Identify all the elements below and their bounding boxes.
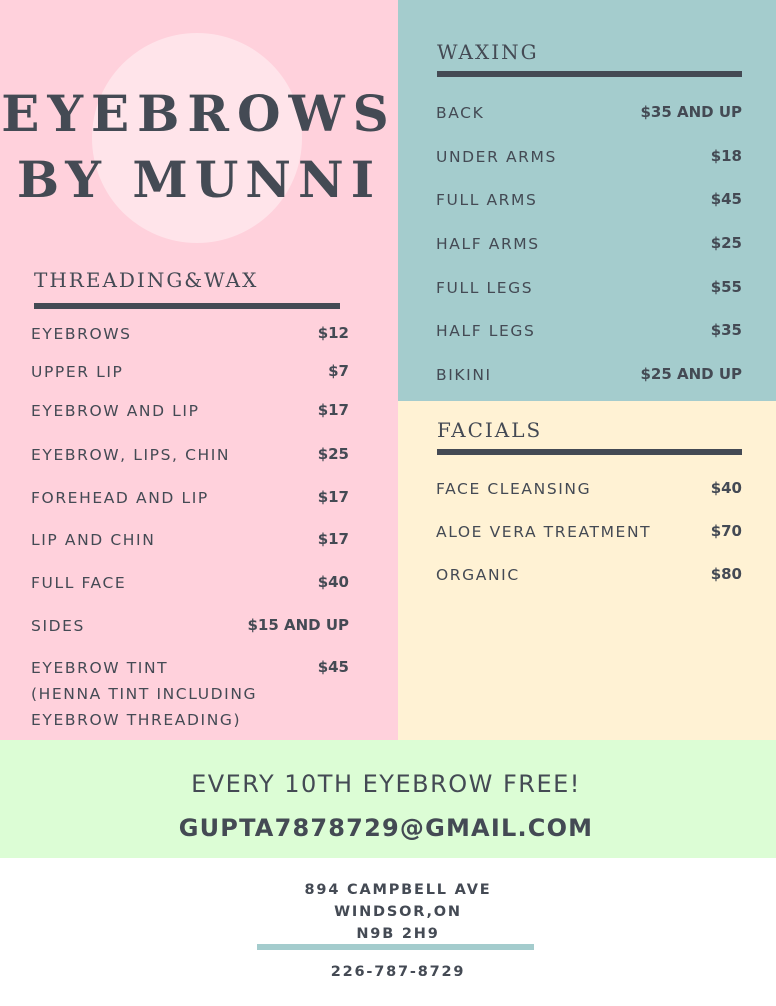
threading-item-price: $17 (317, 488, 349, 506)
threading-item-price: $15 AND UP (247, 616, 349, 634)
facials-heading-rule (437, 449, 742, 455)
threading-item-name: FOREHEAD AND LIP (31, 489, 209, 507)
threading-item-price: $12 (317, 324, 349, 342)
threading-item-name: EYEBROW, LIPS, CHIN (31, 446, 231, 464)
address-city: WINDSOR,ON (334, 904, 462, 920)
facials-item-price: $80 (710, 565, 742, 583)
waxing-item-price: $35 AND UP (640, 103, 742, 121)
promo-email[interactable]: GUPTA7878729@GMAIL.COM (178, 814, 594, 842)
threading-item-name: UPPER LIP (31, 363, 124, 381)
waxing-item-price: $25 AND UP (640, 365, 742, 383)
threading-item-name: FULL FACE (31, 574, 127, 592)
address-street: 894 CAMPBELL AVE (304, 882, 492, 898)
promo-offer: EVERY 10TH EYEBROW FREE! (191, 770, 581, 798)
threading-item-name: EYEBROWS (31, 325, 132, 343)
title-line-1: EYEBROWS (1, 84, 397, 143)
facials-item-name: FACE CLEANSING (436, 480, 592, 498)
waxing-heading-rule (437, 71, 742, 77)
threading-item-price: $45 (317, 658, 349, 676)
waxing-item-name: HALF LEGS (436, 322, 536, 340)
threading-item-price: $17 (317, 401, 349, 419)
threading-item-name: LIP AND CHIN (31, 531, 156, 549)
address-divider (257, 944, 534, 950)
waxing-item-price: $45 (710, 190, 742, 208)
waxing-item-price: $35 (710, 321, 742, 339)
title-line-2: BY MUNNI (16, 150, 382, 209)
address-phone[interactable]: 226-787-8729 (330, 964, 466, 980)
waxing-item-price: $25 (710, 234, 742, 252)
waxing-item-name: FULL ARMS (436, 191, 538, 209)
waxing-item-name: BACK (436, 104, 485, 122)
threading-item-name: SIDES (31, 617, 85, 635)
threading-item-price: $7 (328, 362, 349, 380)
facials-item-name: ALOE VERA TREATMENT (436, 523, 652, 541)
threading-item-price: $40 (317, 573, 349, 591)
address-postal: N9B 2H9 (356, 926, 440, 942)
waxing-item-price: $18 (710, 147, 742, 165)
facials-item-price: $70 (710, 522, 742, 540)
threading-item-note: (HENNA TINT INCLUDING (31, 685, 258, 703)
waxing-item-name: HALF ARMS (436, 235, 540, 253)
waxing-heading: WAXING (437, 40, 539, 64)
threading-item-price: $17 (317, 530, 349, 548)
threading-item-name: EYEBROW TINT (31, 659, 169, 677)
threading-heading: THREADING&WAX (34, 268, 259, 292)
facials-item-name: ORGANIC (436, 566, 520, 584)
facials-heading: FACIALS (437, 418, 543, 442)
waxing-item-name: UNDER ARMS (436, 148, 557, 166)
threading-item-price: $25 (317, 445, 349, 463)
threading-heading-rule (34, 303, 340, 309)
facials-item-price: $40 (710, 479, 742, 497)
waxing-item-name: FULL LEGS (436, 279, 534, 297)
waxing-item-price: $55 (710, 278, 742, 296)
waxing-item-name: BIKINI (436, 366, 492, 384)
threading-item-note: EYEBROW THREADING) (31, 711, 242, 729)
threading-item-name: EYEBROW AND LIP (31, 402, 200, 420)
